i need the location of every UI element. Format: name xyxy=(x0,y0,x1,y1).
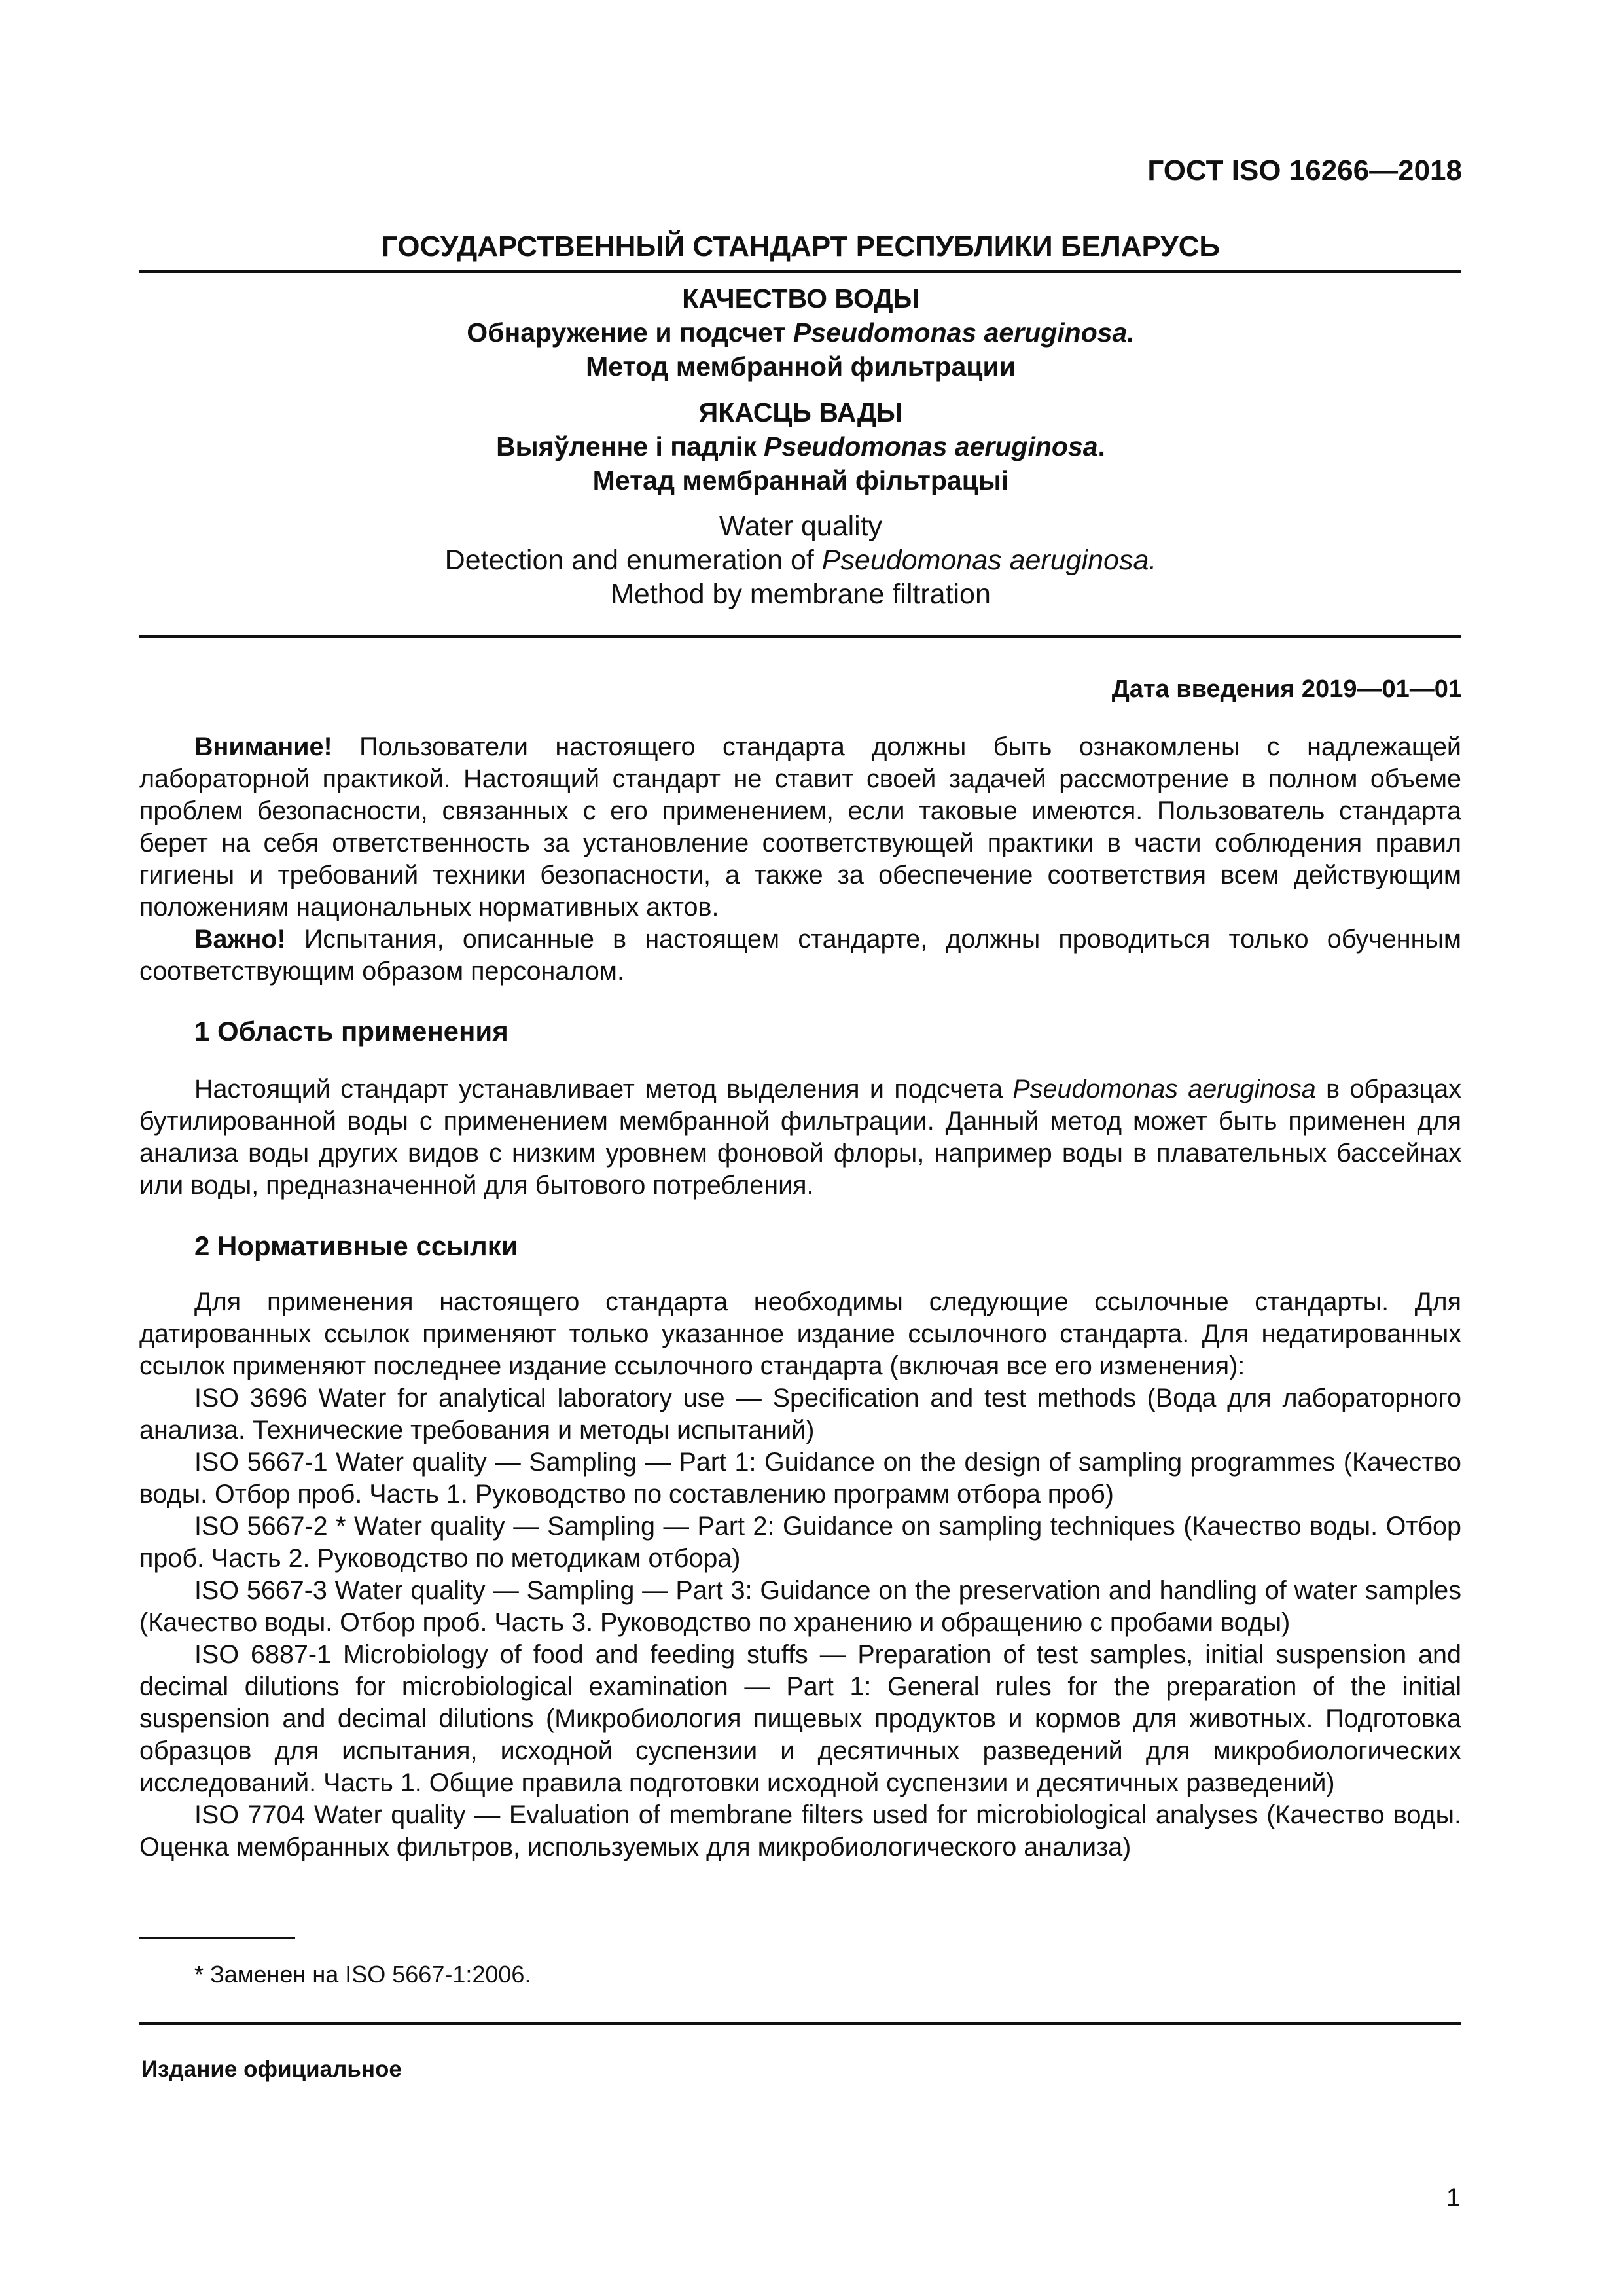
title-ru-line1: КАЧЕСТВО ВОДЫ xyxy=(682,283,919,314)
reference-iso-5667-1: ISO 5667-1 Water quality — Sampling — Part 1: Guidance on the design of sampling programmes (Качество воды. Отбор проб. Часть 1. Руководство по составлению программ отбора проб) xyxy=(139,1448,1461,1509)
reference-iso-6887-1: ISO 6887-1 Microbiology of food and feeding stuffs — Preparation of test samples, initial suspension and decimal dilutions for microbiological examination — Part 1: General rules for the preparation of the initial suspension and decimal dilutions (Микробиология пищевых продуктов и кормов для животных. Подготовка образцов для испытания, исходной суспензии и десятичных разведений для микробиологических исследований. Часть 1. Общие правила подготовки исходной суспензии и десятичных разведений) xyxy=(139,1640,1461,1797)
top-divider xyxy=(139,270,1461,273)
title-by-line3: Метад мембраннай фільтрацыі xyxy=(592,465,1009,495)
title-en-line3: Method by membrane filtration xyxy=(611,579,991,610)
title-english xyxy=(141,509,1460,611)
section1-text-before: Настоящий стандарт устанавливает метод выделения и подсчета xyxy=(194,1075,1013,1103)
official-edition-label: Издание официальное xyxy=(141,2056,402,2082)
important-paragraph xyxy=(139,924,1461,988)
attention-text: Пользователи настоящего стандарта должны быть ознакомлены с надлежащей лабораторной практикой. Настоящий стандарт не ставит своей задачей рассмотрение в полном объеме проблем безопасности, связанных с его применением, если таковые имеются. Пользователь стандарта берет на себя ответственность за установление соответствующей практики в части соблюдения правил гигиены и требований техники безопасности, а также за обеспечение соответствия всем действующим положениям национальных нормативных актов. xyxy=(139,732,1461,922)
section1-paragraph xyxy=(139,1073,1461,1202)
section1-text-after: в образцах бутилированной воды с применением мембранной фильтрации. Данный метод может быть применен для анализа воды других видов с низким уровнем фоновой флоры, например воды в плавательных бассейнах или воды, предназначенной для бытового потребления. xyxy=(139,1075,1461,1200)
title-by-line2-suffix: . xyxy=(1097,431,1105,461)
attention-label: Внимание! xyxy=(194,732,332,761)
title-ru-line2-text: Обнаружение и подсчет xyxy=(467,317,793,348)
title-divider xyxy=(139,635,1461,638)
title-by-line2 xyxy=(141,429,1460,463)
reference-iso-5667-2: ISO 5667-2 * Water quality — Sampling — Part 2: Guidance on sampling techniques (Качество воды. Отбор проб. Часть 2. Руководство по методикам отбора) xyxy=(139,1512,1461,1573)
section1-body xyxy=(139,1073,1461,1202)
important-text: Испытания, описанные в настоящем стандарте, должны проводиться только обученным соответствующим образом персоналом. xyxy=(139,925,1461,986)
reference-iso-3696: ISO 3696 Water for analytical laboratory use — Specification and test methods (Вода для лабораторного анализа. Технические требования и методы испытаний) xyxy=(139,1384,1461,1444)
bottom-divider xyxy=(139,2022,1461,2025)
footnote-separator xyxy=(139,1937,295,1939)
introduction-date: Дата введения 2019—01—01 xyxy=(1111,675,1462,703)
page-number: 1 xyxy=(1446,2183,1461,2212)
title-by-line2-text: Выяўленне і падлік xyxy=(496,431,764,461)
attention-paragraph xyxy=(139,731,1461,924)
section1-species: Pseudomonas aeruginosa xyxy=(1012,1075,1316,1103)
section2-paragraph: Для применения настоящего стандарта необходимы следующие ссылочные стандарты. Для датированных ссылок применяют только указанное издание ссылочного стандарта. Для недатированных ссылок применяют последнее издание ссылочного стандарта (включая все его изменения): xyxy=(139,1287,1461,1380)
title-by-line1: ЯКАСЦЬ ВАДЫ xyxy=(698,397,903,427)
title-by-species: Pseudomonas aeruginosa xyxy=(764,431,1098,461)
title-belarusian xyxy=(141,395,1460,497)
section2-body xyxy=(139,1286,1461,1863)
title-russian xyxy=(141,281,1460,384)
important-label: Важно! xyxy=(194,925,286,954)
title-ru-species: Pseudomonas aeruginosa. xyxy=(793,317,1135,348)
title-en-line1: Water quality xyxy=(719,511,883,542)
title-block xyxy=(141,281,1460,623)
title-en-line2 xyxy=(141,543,1460,577)
standard-number: ГОСТ ISO 16266—2018 xyxy=(1147,154,1462,187)
title-ru-line3: Метод мембранной фильтрации xyxy=(586,351,1016,382)
warnings-block xyxy=(139,731,1461,988)
title-en-species: Pseudomonas aeruginosa. xyxy=(821,545,1157,576)
reference-iso-5667-3: ISO 5667-3 Water quality — Sampling — Part 3: Guidance on the preservation and handling of water samples (Качество воды. Отбор проб. Часть 3. Руководство по хранению и обращению с пробами воды) xyxy=(139,1576,1461,1637)
title-ru-line2 xyxy=(141,315,1460,350)
section1-heading: 1 Область применения xyxy=(194,1016,508,1047)
title-en-line2-text: Detection and enumeration of xyxy=(444,545,822,576)
footnote: * Заменен на ISO 5667-1:2006. xyxy=(194,1961,531,1988)
reference-iso-7704: ISO 7704 Water quality — Evaluation of membrane filters used for microbiological analyses (Качество воды. Оценка мембранных фильтров, используемых для микробиологического анализа) xyxy=(139,1801,1461,1861)
section2-heading: 2 Нормативные ссылки xyxy=(194,1230,518,1261)
state-standard-heading: ГОСУДАРСТВЕННЫЙ СТАНДАРТ РЕСПУБЛИКИ БЕЛАРУСЬ xyxy=(381,230,1221,262)
